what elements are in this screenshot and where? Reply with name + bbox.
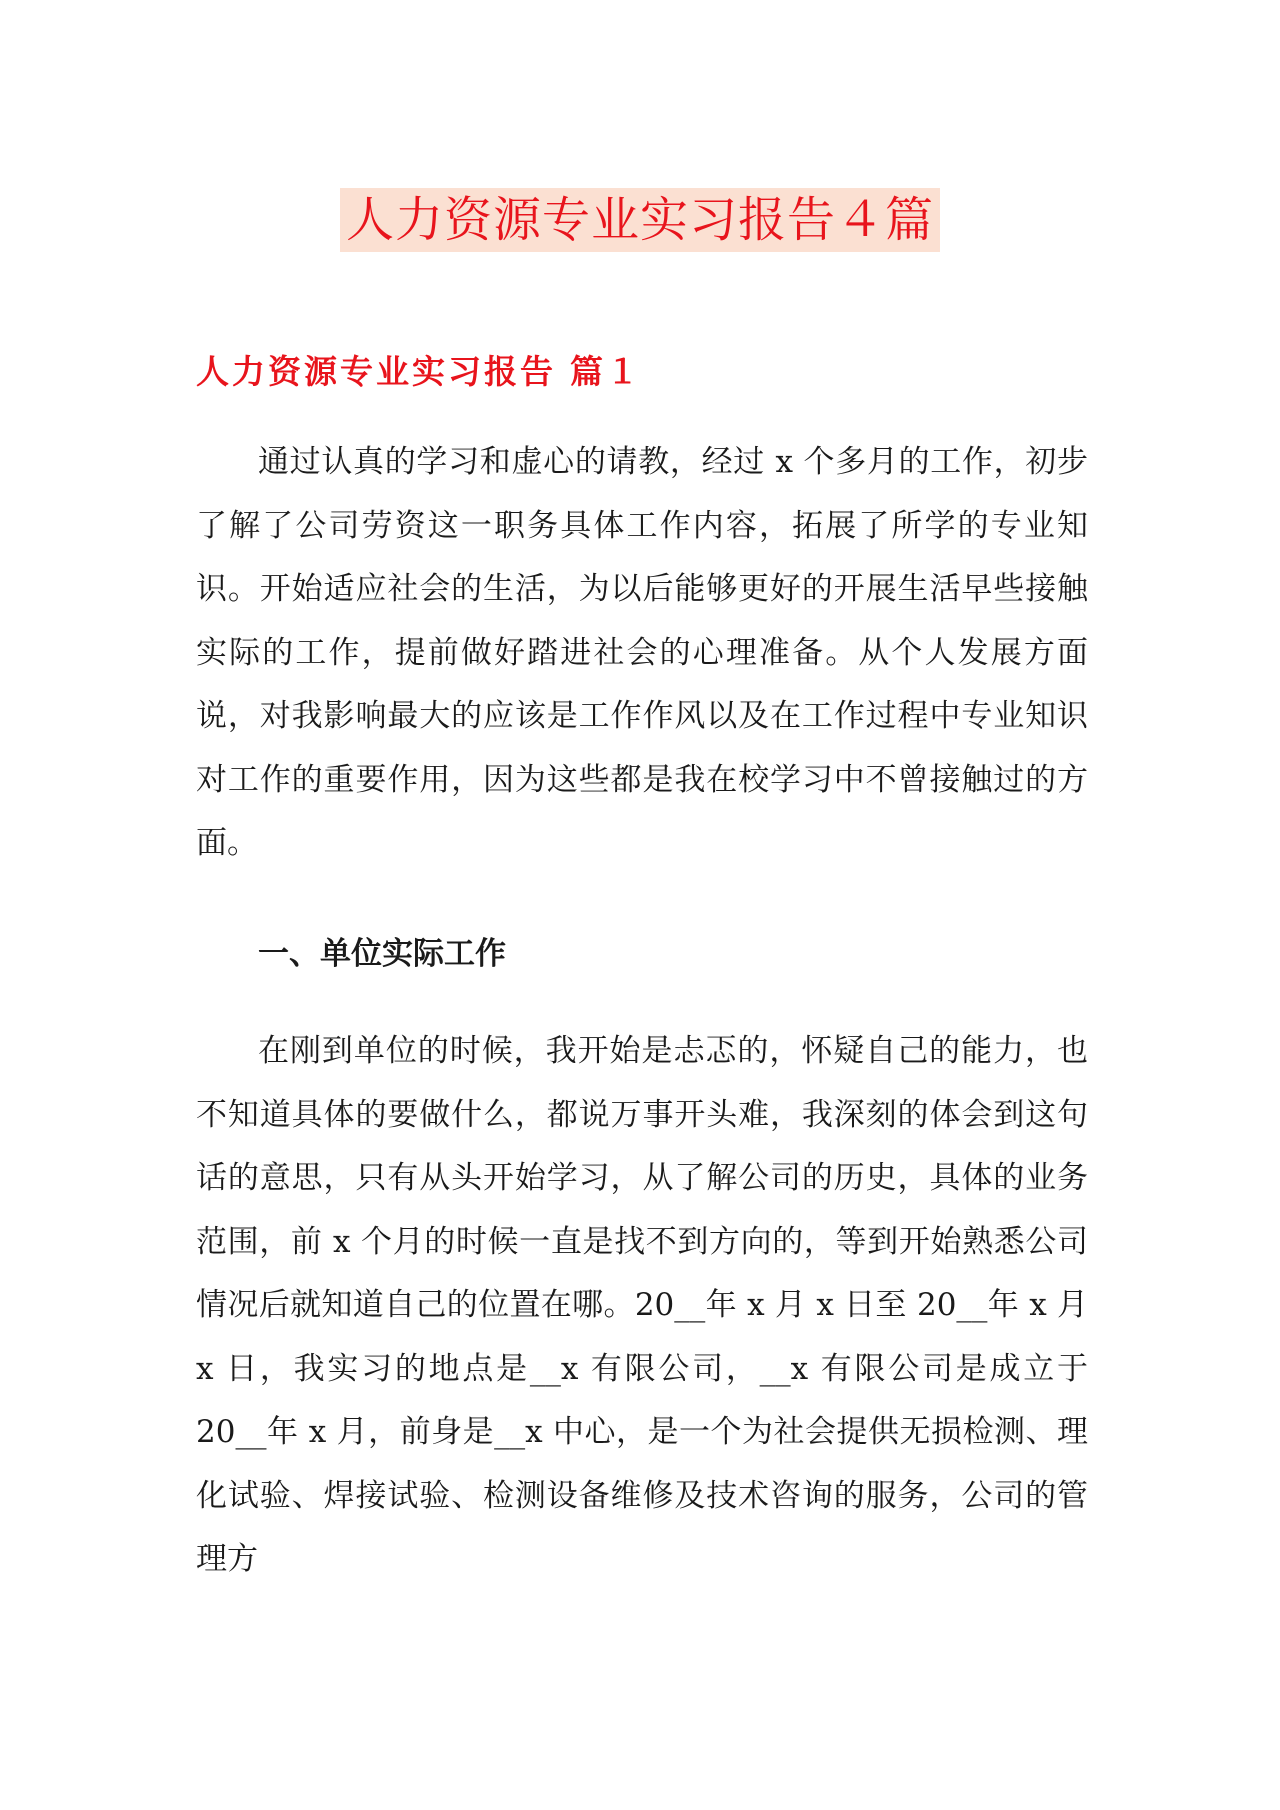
section-heading-number: 篇１ (570, 352, 642, 391)
section-heading-text: 人力资源专业实习报告 (196, 352, 556, 391)
section-heading (196, 350, 642, 394)
paragraph-text: 在刚到单位的时候，我开始是忐忑的，怀疑自己的能力，也不知道具体的要做什么，都说万事开头难，我深刻的体会到这句话的意思，只有从头开始学习，从了解公司的历史，具体的业务范围，前 x 个月的时候一直是找不到方向的，等到开始熟悉公司情况后就知道自己的位置在哪。20__年 x 月 x 日至 20__年 x 月 x 日，我实习的地点是__x 有限公司，__x 有限公司是成立于 20__年 x 月，前身是__x 中心，是一个为社会提供无损检测、理化试验、焊接试验、检测设备维修及技术咨询的服务，公司的管理方 (196, 1033, 1088, 1577)
subheading-unit-work: 一、单位实际工作 (258, 936, 506, 972)
document-title-wrap (0, 188, 1280, 252)
document-title: 人力资源专业实习报告４篇 (340, 188, 940, 252)
paragraph-text: 通过认真的学习和虚心的请教，经过 x 个多月的工作，初步了解了公司劳资这一职务具体工作内容，拓展了所学的专业知识。开始适应社会的生活，为以后能够更好的开展生活早些接触实际的工作，提前做好踏进社会的心理准备。从个人发展方面说，对我影响最大的应该是工作作风以及在工作过程中专业知识对工作的重要作用，因为这些都是我在校学习中不曾接触过的方面。 (196, 444, 1088, 861)
body-paragraph-1 (196, 431, 1088, 876)
body-paragraph-2 (196, 1020, 1088, 1592)
